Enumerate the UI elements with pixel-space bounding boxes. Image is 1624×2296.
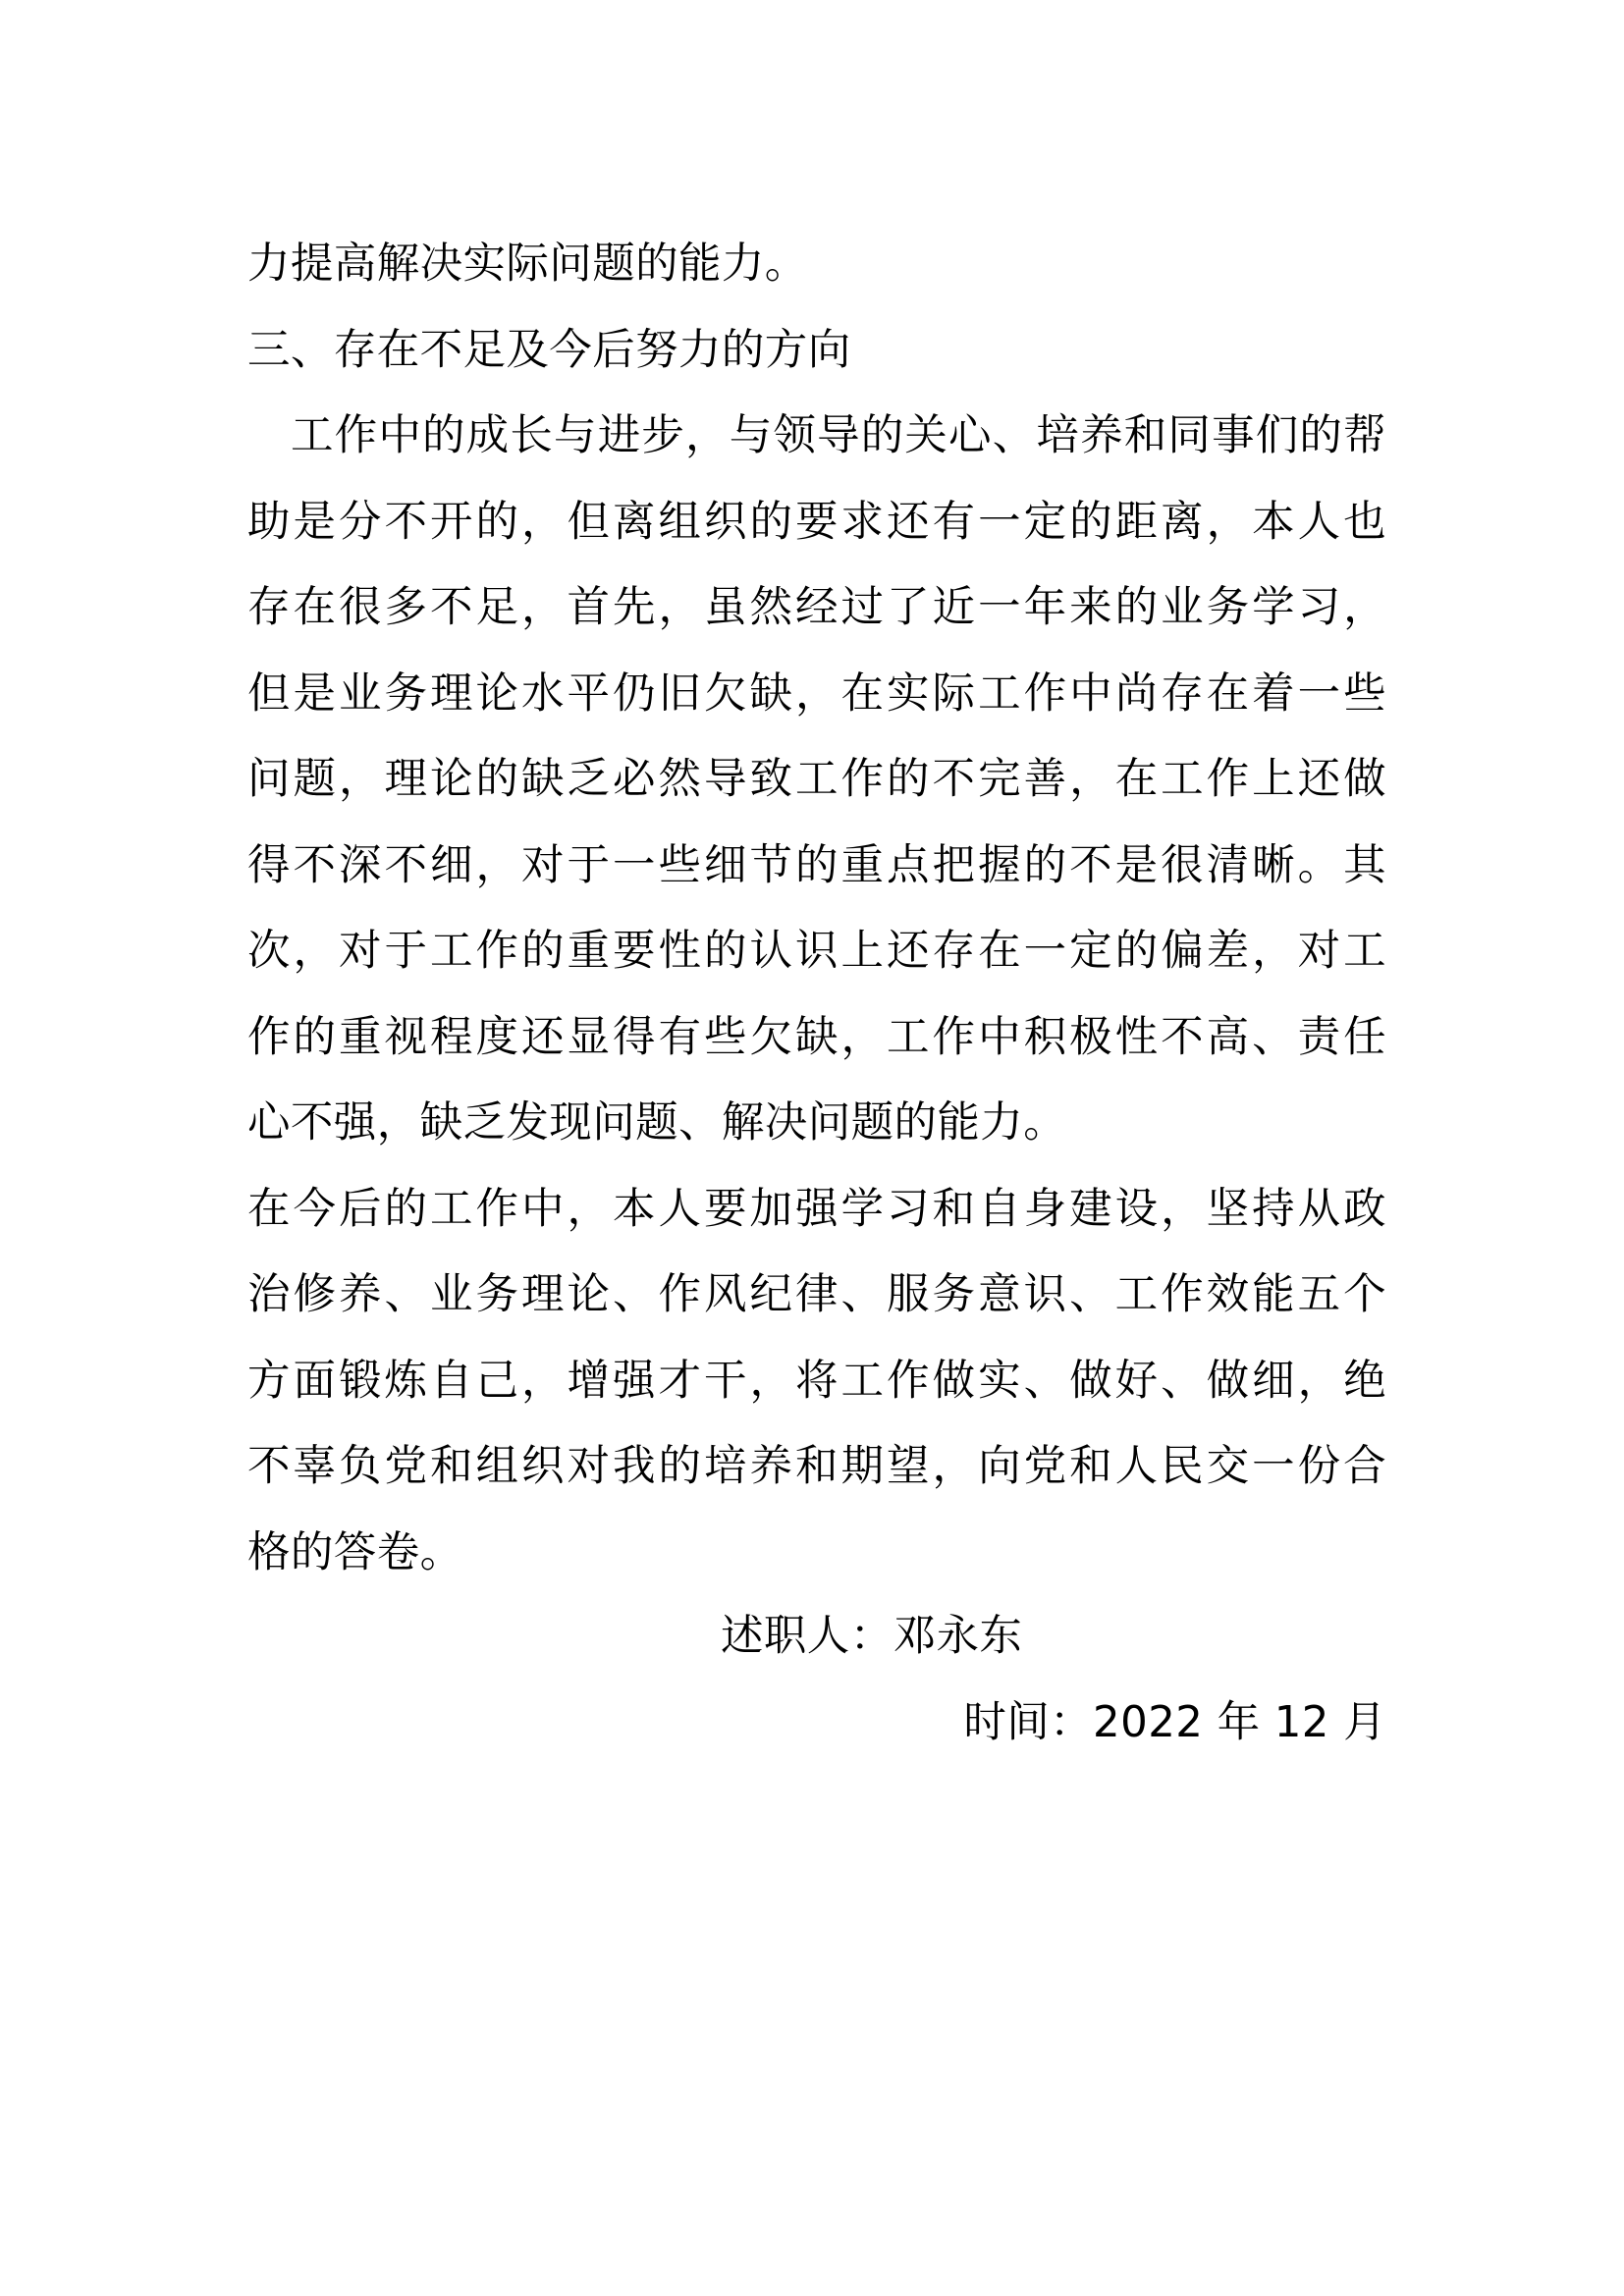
section-heading: 三、存在不足及今后努力的方向 [247, 325, 851, 375]
text-line: 力提高解决实际问题的能力。 [247, 240, 808, 289]
text-line: 存在很多不足，首先，虽然经过了近一年来的业务学习， [247, 583, 1386, 632]
text-line: 次，对于工作的重要性的认识上还存在一定的偏差，对工 [247, 927, 1386, 976]
text-line: 方面锻炼自己，增强才干，将工作做实、做好、做细，绝 [247, 1356, 1386, 1406]
date-line: 时间：2022 年 12 月 [963, 1698, 1386, 1747]
text-line: 不辜负党和组织对我的培养和期望，向党和人民交一份合 [247, 1442, 1386, 1491]
text-line: 心不强，缺乏发现问题、解决问题的能力。 [247, 1098, 1067, 1148]
text-line: 工作中的成长与进步，与领导的关心、培养和同事们的帮 [291, 411, 1386, 460]
text-line: 作的重视程度还显得有些欠缺，工作中积极性不高、责任 [247, 1012, 1386, 1062]
signer-line: 述职人：邓永东 [721, 1612, 1023, 1661]
text-line: 得不深不细，对于一些细节的重点把握的不是很清晰。其 [247, 840, 1386, 890]
text-line: 助是分不开的，但离组织的要求还有一定的距离，本人也 [247, 497, 1386, 547]
text-line: 在今后的工作中，本人要加强学习和自身建设，坚持从政 [247, 1184, 1386, 1234]
document-body [247, 222, 1386, 1596]
text-line: 但是业务理论水平仍旧欠缺，在实际工作中尚存在着一些 [247, 668, 1386, 719]
text-line: 治修养、业务理论、作风纪律、服务意识、工作效能五个 [247, 1270, 1386, 1319]
text-line: 问题，理论的缺乏必然导致工作的不完善，在工作上还做 [247, 755, 1386, 804]
text-line: 格的答卷。 [247, 1527, 463, 1577]
